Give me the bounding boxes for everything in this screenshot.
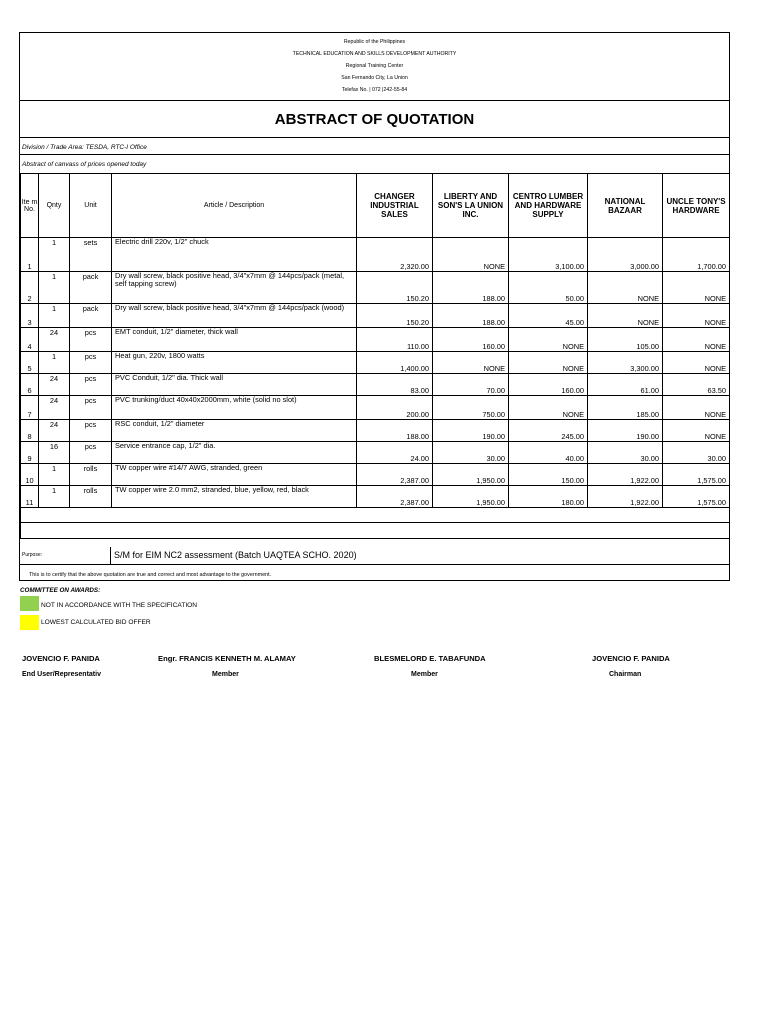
col-qty: Qnty [39, 174, 70, 238]
signatory-role: Member [411, 671, 438, 678]
item-description: PVC trunking/duct 40x40x2000mm, white (solid no slot) [112, 396, 357, 420]
item-description: Electric drill 220v, 1/2" chuck [112, 238, 357, 272]
item-number: 1 [21, 238, 39, 272]
item-qty: 1 [39, 464, 70, 486]
quotation-table [20, 173, 730, 539]
price-centro: 180.00 [509, 486, 588, 508]
table-row [21, 486, 730, 508]
price-national: 1,922.00 [588, 486, 663, 508]
price-centro: 50.00 [509, 272, 588, 304]
col-supplier-liberty: LIBERTY AND SON'S LA UNION INC. [433, 174, 509, 238]
price-changer: 2,320.00 [357, 238, 433, 272]
price-liberty: 1,950.00 [433, 486, 509, 508]
price-uncle-tony: NONE [663, 328, 730, 352]
price-liberty: 70.00 [433, 374, 509, 396]
item-qty: 24 [39, 420, 70, 442]
price-uncle-tony: 1,575.00 [663, 464, 730, 486]
signatory-role: Chairman [609, 671, 642, 678]
item-description: PVC Conduit, 1/2" dia. Thick wall [112, 374, 357, 396]
legend-yellow-swatch [20, 615, 39, 630]
legend-green-swatch [20, 596, 39, 611]
item-description: Dry wall screw, black positive head, 3/4"x7mm @ 144pcs/pack (wood) [112, 304, 357, 328]
item-qty: 1 [39, 486, 70, 508]
item-qty: 24 [39, 374, 70, 396]
price-centro: NONE [509, 352, 588, 374]
price-national: 185.00 [588, 396, 663, 420]
price-uncle-tony: NONE [663, 272, 730, 304]
col-supplier-national: NATIONAL BAZAAR [588, 174, 663, 238]
price-national: 3,000.00 [588, 238, 663, 272]
divider [20, 154, 729, 155]
signatory-name: JOVENCIO F. PANIDA [22, 654, 100, 663]
price-liberty: 30.00 [433, 442, 509, 464]
item-unit: pcs [70, 442, 112, 464]
price-liberty: 750.00 [433, 396, 509, 420]
col-supplier-centro: CENTRO LUMBER AND HARDWARE SUPPLY [509, 174, 588, 238]
item-unit: sets [70, 238, 112, 272]
price-changer: 2,387.00 [357, 464, 433, 486]
item-number: 11 [21, 486, 39, 508]
item-number: 2 [21, 272, 39, 304]
table-row [21, 328, 730, 352]
price-uncle-tony: NONE [663, 304, 730, 328]
item-unit: pack [70, 272, 112, 304]
col-unit: Unit [70, 174, 112, 238]
price-national: 3,300.00 [588, 352, 663, 374]
price-centro: 245.00 [509, 420, 588, 442]
empty-row [21, 508, 730, 523]
item-description: Heat gun, 220v, 1800 watts [112, 352, 357, 374]
price-uncle-tony: 1,700.00 [663, 238, 730, 272]
division-label: Division / Trade Area: TESDA, RTC-I Office [22, 144, 147, 151]
item-number: 4 [21, 328, 39, 352]
price-uncle-tony: NONE [663, 352, 730, 374]
table-row [21, 352, 730, 374]
item-description: TW copper wire #14/7 AWG, stranded, green [112, 464, 357, 486]
price-changer: 200.00 [357, 396, 433, 420]
item-qty: 1 [39, 238, 70, 272]
table-row [21, 272, 730, 304]
col-supplier-changer: CHANGER INDUSTRIAL SALES [357, 174, 433, 238]
price-centro: 3,100.00 [509, 238, 588, 272]
price-national: NONE [588, 272, 663, 304]
item-unit: rolls [70, 486, 112, 508]
item-unit: pcs [70, 352, 112, 374]
price-national: NONE [588, 304, 663, 328]
legend-green-label: NOT IN ACCORDANCE WITH THE SPECIFICATION [41, 602, 198, 609]
purpose-value: S/M for EIM NC2 assessment (Batch UAQTEA SCHO. 2020) [114, 550, 357, 560]
table-row [21, 304, 730, 328]
item-number: 6 [21, 374, 39, 396]
item-unit: rolls [70, 464, 112, 486]
divider [20, 137, 729, 138]
page-title: ABSTRACT OF QUOTATION [274, 111, 475, 128]
item-qty: 24 [39, 396, 70, 420]
table-row [21, 420, 730, 442]
item-number: 3 [21, 304, 39, 328]
price-national: 1,922.00 [588, 464, 663, 486]
price-centro: 160.00 [509, 374, 588, 396]
price-national: 30.00 [588, 442, 663, 464]
header-telefax: Telefax No. | 072 |242-55-84 [341, 87, 408, 93]
item-unit: pcs [70, 328, 112, 352]
price-changer: 110.00 [357, 328, 433, 352]
table-row [21, 442, 730, 464]
signatory-name: JOVENCIO F. PANIDA [592, 654, 670, 663]
table-row [21, 396, 730, 420]
table-row [21, 374, 730, 396]
item-description: RSC conduit, 1/2" diameter [112, 420, 357, 442]
price-liberty: 190.00 [433, 420, 509, 442]
item-unit: pack [70, 304, 112, 328]
header-agency: TECHNICAL EDUCATION AND SKILLS DEVELOPMENT AUTHORITY [292, 51, 457, 57]
header-city: San Fernando City, La Union [341, 75, 408, 81]
purpose-label: Purpose: [22, 552, 43, 558]
empty-cell [21, 523, 730, 539]
table-row [21, 464, 730, 486]
item-qty: 1 [39, 304, 70, 328]
price-centro: 40.00 [509, 442, 588, 464]
item-qty: 16 [39, 442, 70, 464]
price-centro: 150.00 [509, 464, 588, 486]
price-liberty: NONE [433, 238, 509, 272]
item-number: 10 [21, 464, 39, 486]
col-supplier-uncle-tony: UNCLE TONY'S HARDWARE [663, 174, 730, 238]
item-description: Dry wall screw, black positive head, 3/4"x7mm @ 144pcs/pack (metal, self tapping screw) [112, 272, 357, 304]
price-centro: 45.00 [509, 304, 588, 328]
item-description: EMT conduit, 1/2" diameter, thick wall [112, 328, 357, 352]
item-number: 7 [21, 396, 39, 420]
divider [20, 100, 729, 101]
price-liberty: 160.00 [433, 328, 509, 352]
price-uncle-tony: NONE [663, 396, 730, 420]
price-liberty: 188.00 [433, 304, 509, 328]
item-qty: 24 [39, 328, 70, 352]
price-changer: 150.20 [357, 304, 433, 328]
price-liberty: 188.00 [433, 272, 509, 304]
header-republic: Republic of the Philippines [343, 39, 406, 45]
price-uncle-tony: 30.00 [663, 442, 730, 464]
price-changer: 188.00 [357, 420, 433, 442]
price-national: 105.00 [588, 328, 663, 352]
col-description: Article / Description [112, 174, 357, 238]
item-description: Service entrance cap, 1/2" dia. [112, 442, 357, 464]
price-liberty: NONE [433, 352, 509, 374]
price-uncle-tony: 1,575.00 [663, 486, 730, 508]
table-row [21, 238, 730, 272]
empty-cell [21, 508, 730, 523]
purpose-divider [110, 547, 111, 564]
item-unit: pcs [70, 420, 112, 442]
certification-text: This is to certify that the above quotation are true and correct and most advantage to the government. [29, 572, 272, 578]
item-number: 8 [21, 420, 39, 442]
signatory-name: BLESMELORD E. TABAFUNDA [374, 654, 486, 663]
signatory-role: Member [212, 671, 239, 678]
price-national: 190.00 [588, 420, 663, 442]
price-changer: 83.00 [357, 374, 433, 396]
item-number: 5 [21, 352, 39, 374]
price-changer: 24.00 [357, 442, 433, 464]
committee-title: COMMITTEE ON AWARDS: [20, 587, 101, 594]
price-uncle-tony: NONE [663, 420, 730, 442]
price-centro: NONE [509, 396, 588, 420]
signatory-role: End User/Representativ [22, 671, 101, 678]
price-changer: 150.20 [357, 272, 433, 304]
price-changer: 1,400.00 [357, 352, 433, 374]
price-centro: NONE [509, 328, 588, 352]
item-qty: 1 [39, 272, 70, 304]
table-header-row [21, 174, 730, 238]
header-center: Regional Training Center [345, 63, 404, 69]
item-description: TW copper wire 2.0 mm2, stranded, blue, yellow, red, black [112, 486, 357, 508]
item-number: 9 [21, 442, 39, 464]
price-liberty: 1,950.00 [433, 464, 509, 486]
abstract-label: Abstract of canvass of prices opened today [22, 161, 147, 168]
legend-yellow-label: LOWEST CALCULATED BID OFFER [41, 619, 151, 626]
item-unit: pcs [70, 396, 112, 420]
item-qty: 1 [39, 352, 70, 374]
empty-row [21, 523, 730, 539]
col-item-no: Ite m No. [21, 174, 39, 238]
signatory-name: Engr. FRANCIS KENNETH M. ALAMAY [158, 654, 296, 663]
price-changer: 2,387.00 [357, 486, 433, 508]
quotation-sheet [19, 32, 730, 581]
item-unit: pcs [70, 374, 112, 396]
price-uncle-tony: 63.50 [663, 374, 730, 396]
price-national: 61.00 [588, 374, 663, 396]
divider [20, 564, 729, 565]
